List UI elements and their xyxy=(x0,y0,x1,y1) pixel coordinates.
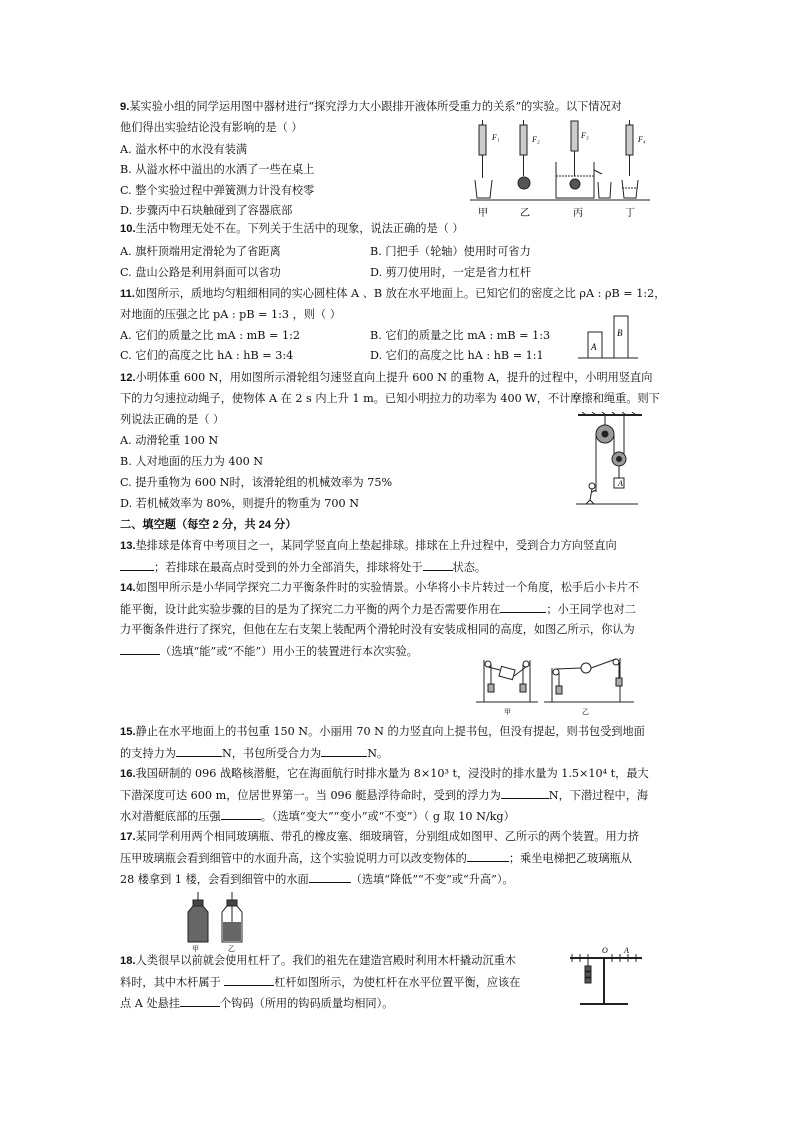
q9-text-1: 某实验小组的同学运用图中器材进行“探究浮力大小跟排开液体所受重力的关系”的实验。以下情况对 xyxy=(129,100,622,113)
q18-label-o: O xyxy=(602,946,608,955)
q15-line2 xyxy=(120,745,388,762)
q9-option-a[interactable]: A. 溢水杯中的水没有装满 xyxy=(120,143,248,156)
q10-number: 10. xyxy=(120,223,136,235)
q16-text-1: 我国研制的 096 战略核潜艇，它在海面航行时排水量为 8×10³ t，浸没时的排水量为 1.5×10⁴ t，最大 xyxy=(135,767,649,780)
q9-fig-label-jia: 甲 xyxy=(478,208,488,219)
q11-line1 xyxy=(120,286,665,302)
q12-line2: 下的力匀速拉动绳子，使物体 A 在 2 s 内上升 1 m。已知小明拉力的功率为 400 W，不计摩擦和绳重。则下 xyxy=(120,392,660,405)
q14-text-4: （选填“能”或“不能”）用小王的装置进行本次实验。 xyxy=(160,645,418,658)
q13-line1 xyxy=(120,538,617,554)
q15-text-2a: 的支持力为 xyxy=(120,747,176,760)
q12-label-a: A xyxy=(618,479,623,488)
q13-line2 xyxy=(120,559,486,576)
q13-blank-2[interactable] xyxy=(423,559,453,571)
q12-option-a[interactable]: A. 动滑轮重 100 N xyxy=(120,434,219,447)
q15-line1 xyxy=(120,724,645,740)
q11-label-b: B xyxy=(617,328,623,338)
q13-text-2a: ；若排球在最高点时受到的外力全部消失，排球将处于 xyxy=(154,561,423,574)
q14-line2 xyxy=(120,601,636,618)
q10-option-a[interactable]: A. 旗杆顶端用定滑轮为了省距离 xyxy=(120,245,281,258)
q17-text-2b: ；乘坐电梯把乙玻璃瓶从 xyxy=(508,852,632,865)
q13-text-2b: 状态。 xyxy=(452,561,487,574)
q9-line1 xyxy=(120,99,622,115)
q17-text-1: 某同学利用两个相同玻璃瓶、带孔的橡皮塞、细玻璃管，分别组成如图甲、乙所示的两个装置。用力挤 xyxy=(135,830,640,843)
q11-option-b[interactable]: B. 它们的质量之比 mA : mB = 1:3 xyxy=(370,329,551,342)
q9-fig-label-bing: 丙 xyxy=(573,208,583,219)
q9-buoyancy-figure xyxy=(470,118,656,226)
q14-line4 xyxy=(120,643,418,660)
q11-option-d[interactable]: D. 它们的高度之比 hA : hB = 1:1 xyxy=(370,349,544,362)
q16-number: 16. xyxy=(120,768,136,780)
q14-blank-1[interactable] xyxy=(500,601,546,613)
q12-pulley-figure xyxy=(572,412,646,508)
q18-line1 xyxy=(120,953,516,969)
q18-label-a: A xyxy=(624,946,629,955)
q16-text-2a: 下潜深度可达 600 m，位居世界第一。当 096 艇悬浮待命时，受到的浮力为 xyxy=(120,789,501,802)
q14-fig-label-jia: 甲 xyxy=(504,708,511,716)
q11-option-c[interactable]: C. 它们的高度之比 hA : hB = 3:4 xyxy=(120,349,294,362)
q14-text-1: 如图甲所示是小华同学探究二力平衡条件时的实验情景。小华将小卡片转过一个角度，松手后小卡片不 xyxy=(135,581,640,594)
q15-number: 15. xyxy=(120,726,136,738)
q12-option-c[interactable]: C. 提升重物为 600 N时，该滑轮组的机械效率为 75% xyxy=(120,476,393,489)
q12-line1 xyxy=(120,370,652,386)
q16-line3 xyxy=(120,808,515,825)
q16-blank-2[interactable] xyxy=(221,808,261,820)
q18-text-3a: 点 A 处悬挂 xyxy=(120,997,180,1010)
q11-option-a[interactable]: A. 它们的质量之比 mA : mB = 1:2 xyxy=(120,329,300,342)
q14-balance-figure xyxy=(474,654,644,716)
q13-number: 13. xyxy=(120,540,136,552)
q17-line1 xyxy=(120,829,639,845)
q16-line1 xyxy=(120,766,649,782)
q18-blank-1[interactable] xyxy=(224,974,274,986)
q11-number: 11. xyxy=(120,288,135,300)
q18-text-1: 人类很早以前就会使用杠杆了。我们的祖先在建造宫殿时利用木杆撬动沉重木 xyxy=(135,954,516,967)
q9-force-label-1: F₁ xyxy=(492,133,500,142)
q14-fig-label-yi: 乙 xyxy=(582,708,589,716)
q14-blank-2[interactable] xyxy=(120,643,160,655)
q17-line3 xyxy=(120,871,514,888)
q9-fig-label-ding: 丁 xyxy=(625,208,635,219)
q10-text: 生活中物理无处不在。下列关于生活中的现象，说法正确的是（ ） xyxy=(135,222,464,235)
q12-option-b[interactable]: B. 人对地面的压力为 400 N xyxy=(120,455,264,468)
q18-blank-2[interactable] xyxy=(180,995,220,1007)
q9-force-label-3: F₃ xyxy=(581,131,589,140)
q15-blank-2[interactable] xyxy=(321,745,367,757)
q15-blank-1[interactable] xyxy=(176,745,222,757)
q16-text-3b: 。（选填“变大”“变小”或“不变”）（ g 取 10 N/kg） xyxy=(260,810,515,823)
q9-option-b[interactable]: B. 从溢水杯中溢出的水洒了一些在桌上 xyxy=(120,163,315,176)
q9-option-c[interactable]: C. 整个实验过程中弹簧测力计没有校零 xyxy=(120,184,315,197)
q16-text-3a: 水对潜艇底部的压强 xyxy=(120,810,221,823)
q14-line1 xyxy=(120,580,639,596)
q17-line2 xyxy=(120,850,632,867)
q13-text-1: 垫排球是体育中考项目之一，某同学竖直向上垫起排球。排球在上升过程中，受到合力方向竖直向 xyxy=(135,539,617,552)
q9-line2: 他们得出实验结论没有影响的是（ ） xyxy=(120,121,303,134)
q16-text-2b: N，下潜过程中，海 xyxy=(548,789,649,802)
q13-blank-1[interactable] xyxy=(120,559,154,571)
q10-option-c[interactable]: C. 盘山公路是利用斜面可以省功 xyxy=(120,266,281,279)
q12-option-d[interactable]: D. 若机械效率为 80%，则提升的物重为 700 N xyxy=(120,497,359,510)
q10-stem xyxy=(120,221,464,237)
q12-text-1: 小明体重 600 N，用如图所示滑轮组匀速竖直向上提升 600 N 的重物 A，提升的过程中，小明用竖直向 xyxy=(135,371,653,384)
q17-number: 17. xyxy=(120,831,136,843)
q16-line2 xyxy=(120,787,648,804)
q15-text-2b: N，书包所受合力为 xyxy=(221,747,322,760)
q17-text-3a: 28 楼拿到 1 楼，会看到细管中的水面 xyxy=(120,873,309,886)
q17-text-2a: 压甲玻璃瓶会看到细管中的水面升高，这个实验说明力可以改变物体的 xyxy=(120,852,467,865)
q14-number: 14. xyxy=(120,582,136,594)
q14-text-2a: 能平衡，设计此实验步骤的目的是为了探究二力平衡的两个力是否需要作用在 xyxy=(120,603,501,616)
q11-text-1: 如图所示，质地均匀粗细相同的实心圆柱体 A 、B 放在水平地面上。已知它们的密度之比 ρA : ρB = 1:2， xyxy=(134,287,666,300)
q18-line2 xyxy=(120,974,520,991)
section-fill-in-heading: 二、填空题（每空 2 分，共 24 分） xyxy=(120,519,297,531)
q18-text-3b: 个钩码（所用的钩码质量均相同）。 xyxy=(219,997,394,1010)
q14-text-2b: ；小王同学也对二 xyxy=(546,603,636,616)
q17-text-3b: （选填“降低”“不变”或“升高”）。 xyxy=(350,873,514,886)
q18-text-2a: 料时，其中木杆属于 xyxy=(120,976,225,989)
q12-line3: 列说法正确的是（ ） xyxy=(120,413,225,426)
q17-bottles-figure xyxy=(180,890,264,952)
q17-blank-2[interactable] xyxy=(309,871,351,883)
q17-blank-1[interactable] xyxy=(467,850,509,862)
q18-lever-figure xyxy=(566,946,646,1010)
q11-line2: 对地面的压强之比 pA : pB = 1:3 ，则（ ） xyxy=(120,308,341,321)
q9-number: 9. xyxy=(120,101,130,113)
q15-text-2c: N。 xyxy=(367,747,389,760)
q17-fig-label-jia: 甲 xyxy=(192,945,199,952)
q18-line3 xyxy=(120,995,393,1012)
q9-force-label-4: F₄ xyxy=(638,135,646,144)
q10-option-b[interactable]: B. 门把手（轮轴）使用时可省力 xyxy=(370,245,531,258)
q18-text-2b: 杠杆如图所示，为使杠杆在水平位置平衡，应该在 xyxy=(274,976,521,989)
q10-option-d[interactable]: D. 剪刀使用时，一定是省力杠杆 xyxy=(370,266,532,279)
q16-blank-1[interactable] xyxy=(501,787,549,799)
q15-text-1: 静止在水平地面上的书包重 150 N。小丽用 70 N 的力竖直向上提书包，但没有提起，则书包受到地面 xyxy=(135,725,645,738)
q12-number: 12. xyxy=(120,372,136,384)
q18-number: 18. xyxy=(120,955,136,967)
q9-option-d[interactable]: D. 步骤丙中石块触碰到了容器底部 xyxy=(120,204,293,217)
q9-force-label-2: F₂ xyxy=(532,135,540,144)
q17-fig-label-yi: 乙 xyxy=(228,945,235,952)
q11-cylinders-figure xyxy=(576,312,642,362)
q14-line3: 力平衡条件进行了探究，但他在左右支架上装配两个滑轮时没有安装成相同的高度，如图乙所示，你认为 xyxy=(120,623,635,636)
q11-label-a: A xyxy=(591,342,597,352)
q9-fig-label-yi: 乙 xyxy=(520,208,530,219)
